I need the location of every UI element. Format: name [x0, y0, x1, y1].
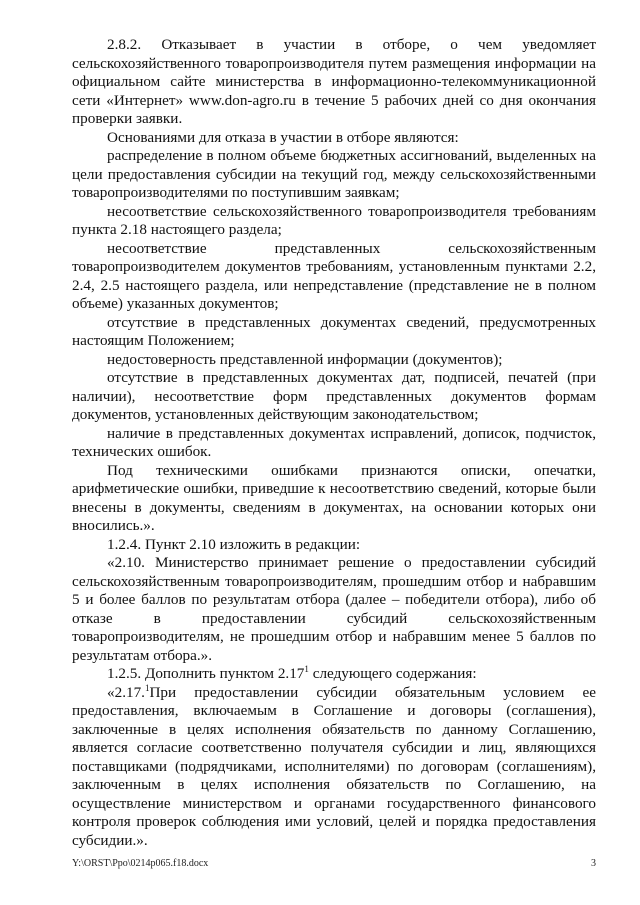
paragraph-technical-errors: Под техническими ошибками признаются описки, опечатки, арифметические ошибки, приведшие к несоответствию сведений, которые были внесены в документы, сведениям в документах, на основании которых они вносились.». [72, 461, 596, 534]
paragraph-2-10: «2.10. Министерство принимает решение о предоставлении субсидий сельскохозяйственным товаропроизводителям, прошедшим отбор и набравшим 5 и более баллов по результатам отбора (далее – победители отбора), либо об отказе в предоставлении субсидий сельскохозяйственным товаропроизводителям, не прошедшим отбор и набравшим менее 5 баллов по результатам отбора.». [72, 554, 596, 664]
paragraph-2-17-1-number: «2.17. [107, 683, 145, 701]
paragraph-ground-corrections: наличие в представленных документах исправлений, дописок, подчисток, технических ошибок. [72, 424, 596, 460]
paragraph-2-8-2: 2.8.2. Отказывает в участии в отборе, о чем уведомляет сельскохозяйственного товаропроизводителя путем размещения информации на официальном сайте министерства в информационно-телекоммуникационной сети «Интернет» www.don-agro.ru в течение 5 рабочих дней со дня окончания проверки заявки. [72, 36, 596, 127]
paragraph-ground-documents: несоответствие представленных сельскохозяйственным товаропроизводителем документов требованиям, установленным пунктами 2.2, 2.4, 2.5 настоящего раздела, или непредставление (представление не в полном объеме) указанных документов; [72, 239, 596, 312]
file-path: Y:\ORST\Ppo\0214p065.f18.docx [72, 858, 209, 869]
paragraph-ground-missing-info: отсутствие в представленных документах сведений, предусмотренных настоящим Положением; [72, 313, 596, 349]
paragraph-1-2-4: 1.2.4. Пункт 2.10 изложить в редакции: [107, 535, 361, 553]
paragraph-ground-missing-dates: отсутствие в представленных документах дат, подписей, печатей (при наличии), несоответствие форм представленных документов формам документов, установленных действующим законодательством; [72, 369, 596, 423]
paragraph-ground-requirements: несоответствие сельскохозяйственного товаропроизводителя требованиям пункта 2.18 настоящего раздела; [72, 202, 596, 238]
superscript-marker: 1 [304, 663, 309, 674]
paragraph-1-2-5 [72, 665, 596, 684]
paragraph-2-17-1 [72, 684, 596, 851]
paragraph-ground-unreliable: недостоверность представленной информации (документов); [107, 350, 503, 368]
superscript-marker: 1 [144, 682, 150, 693]
paragraph-1-2-5-tail: следующего содержания: [308, 665, 477, 682]
document-body [72, 36, 596, 850]
paragraph-2-17-1-text: При предоставлении субсидии обязательным условием ее предоставления, включаемым в Соглашение и договоры (соглашения), заключенные в целях исполнения обязательств по данному Соглашению, является согласие соответственно получателя субсидии и лиц, являющихся поставщиками (подрядчиками, исполнителями) по договорам (соглашениям), заключенным в целях исполнения обязательств по Соглашению, на осуществление министерством и органами государственного финансового контроля проверок соблюдения ими условий, целей и порядка предоставления субсидии.». [72, 683, 596, 849]
paragraph-grounds-intro: Основаниями для отказа в участии в отборе являются: [107, 128, 459, 146]
page-number: 3 [591, 858, 596, 869]
paragraph-ground-budget: распределение в полном объеме бюджетных ассигнований, выделенных на цели предоставления субсидии на текущий год, между сельскохозяйственными товаропроизводителями по поступившим заявкам; [72, 147, 596, 201]
paragraph-1-2-5-text: 1.2.5. Дополнить пунктом 2.17 [107, 665, 305, 682]
